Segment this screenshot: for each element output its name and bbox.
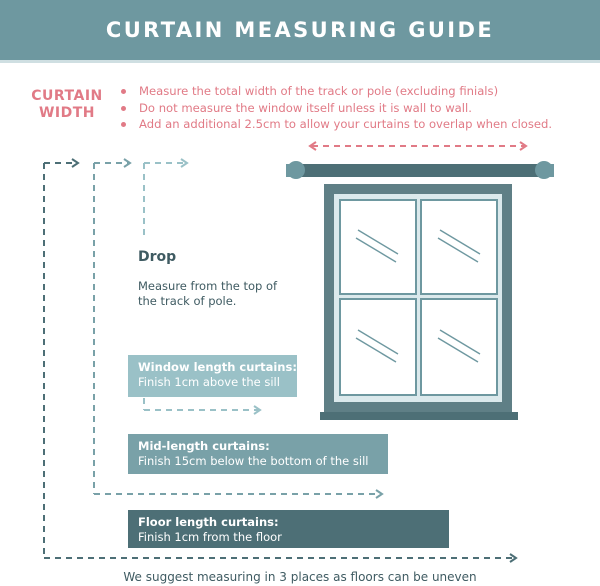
mid-length-detail: Finish 15cm below the bottom of the sill: [138, 454, 369, 468]
curtain-width-label-line1: CURTAIN: [31, 88, 103, 104]
floor-length-box: [128, 510, 449, 548]
drop-description: Measure from the top of the track of pole.: [138, 279, 278, 308]
window-icon: [320, 184, 518, 420]
bullet-item: Do not measure the window itself unless it is wall to wall.: [120, 100, 552, 117]
footer-note: We suggest measuring in 3 places as floors can be uneven: [123, 570, 477, 584]
curtain-pole-icon: [286, 161, 554, 179]
window-length-box: [128, 355, 297, 397]
width-arrow-icon: [310, 142, 526, 150]
drop-heading: Drop: [138, 249, 177, 265]
bullet-item: Measure the total width of the track or pole (excluding finials): [120, 83, 552, 100]
window-length-detail: Finish 1cm above the sill: [138, 375, 280, 389]
mid-length-box: [128, 434, 388, 474]
floor-length-title: Floor length curtains:: [138, 515, 279, 529]
mid-length-title: Mid-length curtains:: [138, 439, 270, 453]
window-length-title: Window length curtains:: [138, 360, 297, 374]
floor-length-detail: Finish 1cm from the floor: [138, 530, 282, 544]
curtain-width-label-line2: WIDTH: [38, 105, 96, 121]
bullet-item: Add an additional 2.5cm to allow your curtains to overlap when closed.: [120, 116, 552, 133]
page-title: CURTAIN MEASURING GUIDE: [105, 18, 495, 42]
